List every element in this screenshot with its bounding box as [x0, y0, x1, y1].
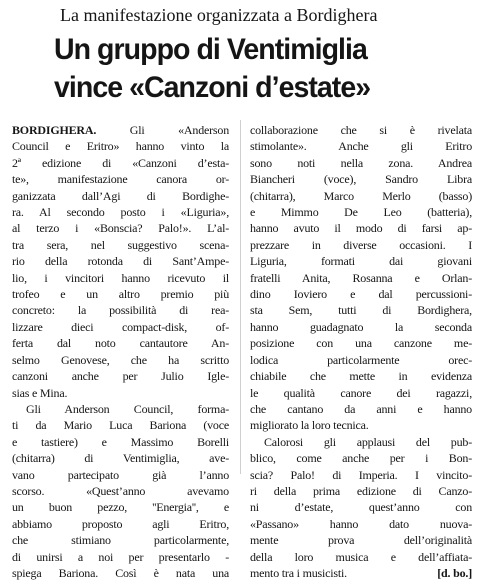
paragraph-3	[250, 122, 472, 434]
text-line: migliorato la loro tecnica.	[250, 418, 369, 433]
text-line: ferta dal noto cantautore An-	[12, 336, 229, 351]
text-line: fratelli Anita, Rosanna e Orlan-	[250, 270, 472, 285]
article-headline	[54, 31, 453, 107]
text-line: scia? Palo! di Imperia. I vincito-	[250, 467, 472, 482]
text-line: lizzare dieci compact-disk, of-	[12, 319, 229, 334]
text-line-segment: mento tra i musicisti.	[250, 565, 347, 580]
text-line: ri della prima edizione di Canzo-	[250, 483, 472, 498]
text-line: sias e Mina.	[12, 385, 68, 400]
text-line: Council e Eritro» hanno vinto la	[12, 139, 229, 154]
text-line: Biancheri (voce), Sandro Libra	[250, 172, 472, 187]
paragraph-1	[12, 122, 229, 401]
dateline: BORDIGHERA.	[12, 123, 97, 137]
text-line: sono noti nella zona. Andrea	[250, 155, 472, 170]
text-line: hanno avuto il modo di farsi ap-	[250, 221, 472, 236]
text-line: te», manifestazione canora or-	[12, 172, 229, 187]
text-line: stimolante». Anche gli Eritro	[250, 139, 472, 154]
text-line: sta Sem, tutti di Bordighera,	[250, 303, 472, 318]
paragraph-4	[250, 434, 472, 581]
text-line: collaborazione che si è rivelata	[250, 123, 472, 137]
text-line: e tastiere) e Massimo Borelli	[12, 434, 229, 449]
text-line: ra. Al secondo posto i «Liguria»,	[12, 205, 229, 220]
text-line: rio della rotonda di Sant’Ampe-	[12, 254, 229, 269]
text-line: (chitarra), Marco Merlo (basso)	[250, 188, 472, 203]
text-line: ti da Mario Luca Bariona (voce	[12, 418, 229, 433]
text-line: posizione con una canzone me-	[250, 336, 472, 351]
text-line: mente prova dell’originalità	[250, 533, 472, 548]
text-line: che cantano da anni e hanno	[250, 401, 472, 416]
text-line: trofeo e un altro premio più	[12, 287, 229, 302]
text-line: che stimiano particolarmente,	[12, 533, 229, 548]
text-line: ganizzata dall’Agi di Bordighe-	[12, 188, 229, 203]
text-line: concreto: la possibilità di rea-	[12, 303, 229, 318]
text-line: al terzo i «Bonscia? Palo!». L’al-	[12, 221, 229, 236]
text-line: (chitarra) di Ventimiglia, ave-	[12, 451, 229, 466]
text-line: della loro musica e dell’affiata-	[250, 549, 472, 564]
text-line: Liguria, formati dai giovani	[250, 254, 472, 269]
text-line: dino Ioviero e dal percussioni-	[250, 287, 472, 302]
paragraph-2	[12, 401, 229, 581]
text-line: «Passano» hanno dato nuova-	[250, 516, 472, 531]
text-line: un buon pezzo, ''Energia'', e	[12, 500, 229, 515]
text-line: tra sera, nel suggestivo scena-	[12, 237, 229, 252]
text-line: selmo Genovese, che ha scritto	[12, 352, 229, 367]
column-divider	[240, 120, 241, 474]
text-line: 2ª edizione di «Canzoni d’esta-	[12, 155, 229, 170]
text-line: hanno guadagnato la seconda	[250, 319, 472, 334]
text-line: vano partecipato già l’anno	[12, 467, 229, 482]
text-line: spiega Bariona. Così è nata una	[12, 565, 229, 580]
text-line	[250, 565, 472, 581]
text-line: blico, come anche per i Bon-	[250, 451, 472, 466]
text-line: e Mimmo De Leo (batteria),	[250, 205, 472, 220]
text-line	[12, 122, 229, 138]
text-line: le qualità canore dei ragazzi,	[250, 385, 472, 400]
text-line: Gli Anderson Council, forma-	[26, 401, 229, 416]
article-column-1	[12, 122, 229, 581]
text-line: chiabile che mette in evidenza	[250, 369, 472, 384]
text-line: Calorosi gli applausi del pub-	[264, 434, 472, 449]
headline-line-2: vince «Canzoni d’estate»	[54, 71, 371, 104]
headline-line-1: Un gruppo di Ventimiglia	[54, 33, 367, 66]
text-line: scorso. «Quest’anno avevamo	[12, 483, 229, 498]
text-line: lodica particolarmente orec-	[250, 352, 472, 367]
text-line: prezzare in diverse occasioni. I	[250, 237, 472, 252]
text-line: lio, i vincitori hanno ricevuto il	[12, 270, 229, 285]
author-signature: [d. bo.]	[437, 565, 472, 580]
text-line: ni d’estate, quest’anno con	[250, 500, 472, 515]
article-kicker: La manifestazione organizzata a Bordighera	[60, 5, 378, 25]
text-line: di unirsi a noi per presentarlo -	[12, 549, 229, 564]
text-line: canzoni anche per Julio Igle-	[12, 369, 229, 384]
text-line-segment: Gli «Anderson	[96, 123, 229, 137]
article-column-2	[250, 122, 472, 581]
text-line: abbiamo proposto agli Eritro,	[12, 516, 229, 531]
